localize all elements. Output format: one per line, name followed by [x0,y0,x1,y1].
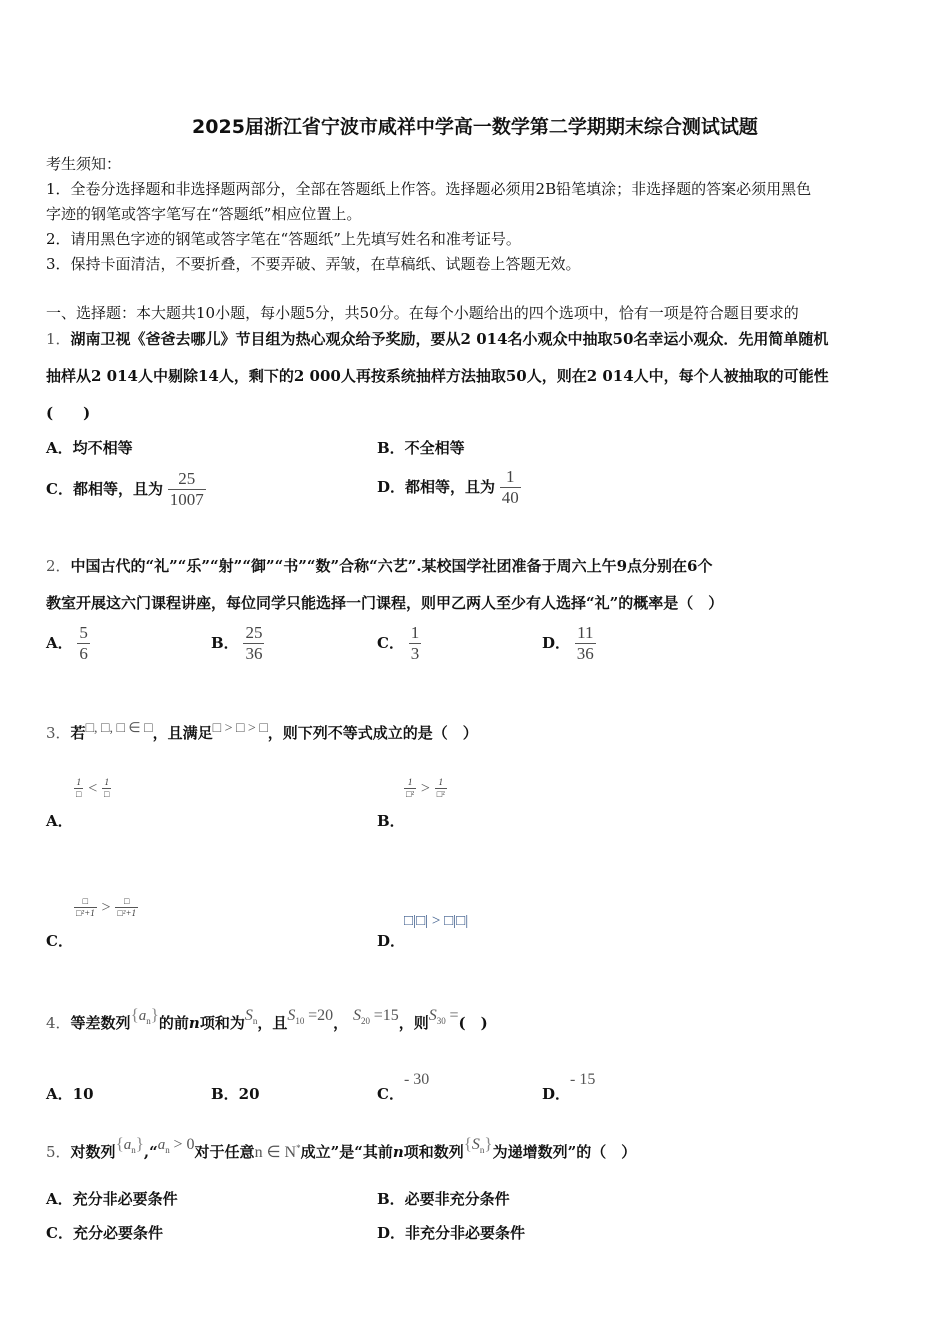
question-5-number: 5． [46,1143,71,1161]
question-1-option-d: D．都相等，且为 $\frac{1}{40}$ [377,467,519,507]
question-1-option-c: C．都相等，且为 $\frac{25}{1007}$ [46,469,204,509]
fraction: $\frac{25}{1007}$ [169,469,204,509]
question-3-option-c: C． [46,932,73,950]
fraction: $\frac{5}{6}$ [79,623,88,663]
math-condition: □, □, □ ∈ □ [85,721,153,736]
notice-item-3: 3．保持卡面清洁，不要折叠，不要弄破、弄皱，在草稿纸、试题卷上答题无效。 [46,255,581,273]
question-2-line-1: 2．中国古代的“礼”“乐”“射”“御”“书”“数”合称“六艺”.某校国学社团准备于周六上午9点分别在6个 [46,557,713,575]
question-3-option-a: A． [46,812,73,830]
question-3-option-a-expr: $\frac{1}{□}$ < $\frac{1}{□}$ [76,777,110,799]
question-2-number: 2． [46,557,71,575]
question-1-line-2: 抽样从2 014人中剔除14人，剩下的2 000人再按系统抽样方法抽取50人，则在2 014人中，每个人被抽取的可能性 [46,367,829,385]
sequence-symbol: $\{a_n\}$ [115,1134,144,1155]
positivity-condition: $a_n > 0$ [157,1136,195,1155]
question-2-line-2: 教室开展这六门课程讲座，每位同学只能选择一门课程，则甲乙两人至少有人选择“礼”的概率是（ ） [46,594,724,612]
question-4-option-b: B．20 [211,1085,260,1103]
notice-item-1-line-1: 1．全卷分选择题和非选择题两部分，全部在答题纸上作答。选择题必须用2B铅笔填涂；非选择题的答案必须用黑色 [46,180,812,198]
fraction: $\frac{1}{40}$ [501,467,519,507]
sum-symbol: $S_n$ [244,1007,258,1026]
sum-sequence-symbol: $\{S_n\}$ [463,1134,493,1155]
question-2-option-b: B． $\frac{25}{36}$ [211,623,263,663]
question-3-option-d-expr: □|□| > □|□| [404,913,469,929]
question-5-option-a: A．充分非必要条件 [46,1190,178,1208]
page-title: 2025届浙江省宁波市咸祥中学高一数学第二学期期末综合测试试题 [192,116,758,138]
question-5-option-d: D．非充分非必要条件 [377,1224,526,1242]
question-3-stem: 3．若□, □, □ ∈ □，且满足□ > □ > □，则下列不等式成立的是（ ） [46,721,478,742]
question-3-option-b: B． [377,812,405,830]
natural-number-condition: n ∈ N* [254,1143,301,1161]
question-4-number: 4． [46,1014,71,1032]
question-4-option-d: D．- 15 [542,1071,596,1103]
question-2-option-a: A． $\frac{5}{6}$ [46,623,88,663]
question-2-option-d: D． $\frac{11}{36}$ [542,623,594,663]
s20-equation: $S_{20} =15$ [352,1007,399,1026]
question-1-number: 1． [46,330,71,348]
fraction: $\frac{25}{36}$ [245,623,263,663]
question-1-line-3: ( ) [46,404,91,422]
math-condition: □ > □ > □ [212,721,268,736]
question-2-option-c: C． $\frac{1}{3}$ [377,623,420,663]
question-3-option-d: D． [377,932,406,950]
question-3-number: 3． [46,724,71,742]
s30-equation: $S_{30}$ = [428,1007,459,1026]
fraction: $\frac{1}{3}$ [410,623,420,663]
section-heading: 一、选择题：本大题共10小题，每小题5分，共50分。在每个小题给出的四个选项中，恰有一项是符合题目要求的 [46,304,799,322]
question-1-line-1: 1．湖南卫视《爸爸去哪儿》节目组为热心观众给予奖励，要从2 014名小观众中抽取50名幸运小观众．先用简单随机 [46,330,829,348]
question-3-option-b-expr: $\frac{1}{\text{□²}}$ > $\frac{1}{\text{□²}}$ [406,777,445,799]
fraction: $\frac{11}{36}$ [576,623,594,663]
question-5-stem: 5．对数列$\{a_n\},“a_n > 0$对于任意n ∈ N*成立”是“其前n项和数列$\{S_n\}$为递增数列”的（ ） [46,1134,637,1161]
notice-item-1-line-2: 字迹的钢笔或答字笔写在“答题纸”相应位置上。 [46,205,362,223]
notice-item-2: 2．请用黑色字迹的钢笔或答字笔在“答题纸”上先填写姓名和准考证号。 [46,230,521,248]
question-3-option-c-expr: $\frac{□}{\text{□²+1}}$ > $\frac{□}{\text{□²+1}}$ [76,896,137,918]
question-4-option-c: C．- 30 [377,1071,430,1103]
question-5-option-c: C．充分必要条件 [46,1224,163,1242]
question-4-stem: 4．等差数列$\{a_n\}$的前n项和为$S_n$，且$S_{10} =20$， $S_{20} =15$，则$S_{30}$ =( ) [46,1005,488,1032]
notice-heading: 考生须知： [46,155,122,173]
sequence-symbol: $\{a_n\}$ [130,1005,159,1026]
s10-equation: $S_{10} =20$ [287,1007,334,1026]
question-1-option-b: B．不全相等 [377,439,465,457]
question-5-option-b: B．必要非充分条件 [377,1190,510,1208]
question-4-option-a: A．10 [46,1085,94,1103]
question-1-option-a: A．均不相等 [46,439,133,457]
